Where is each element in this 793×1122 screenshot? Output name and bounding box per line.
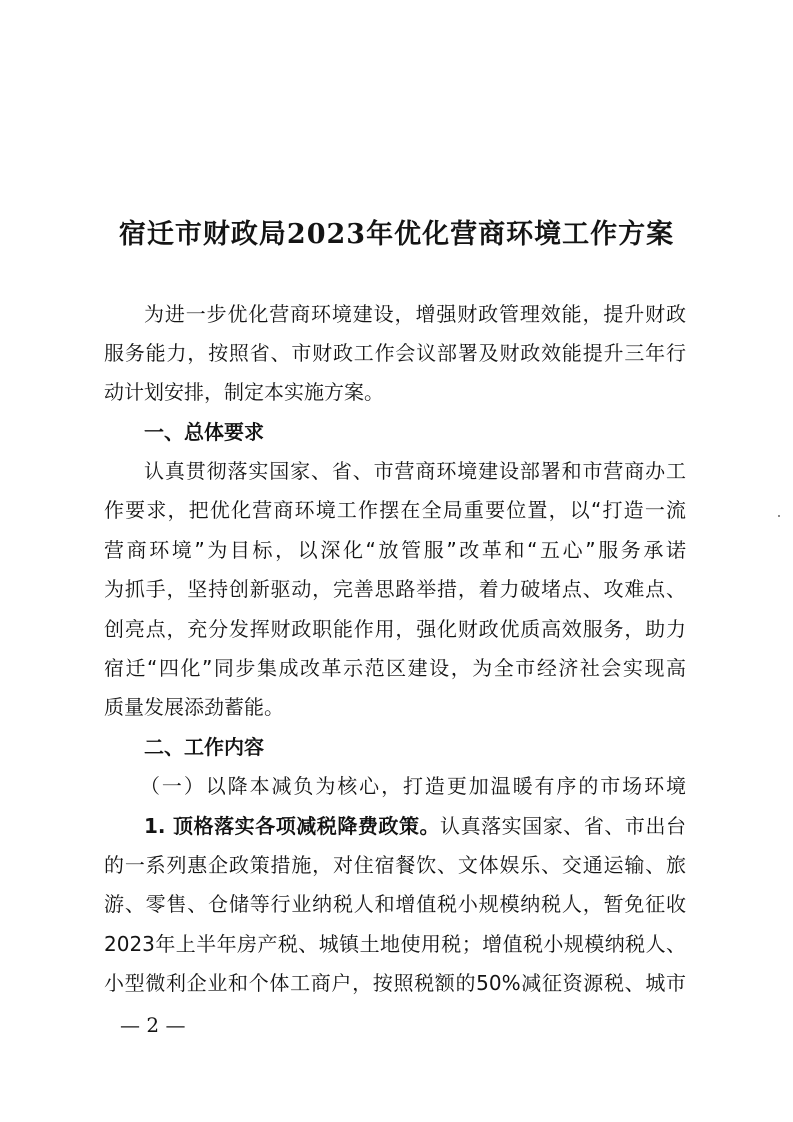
section-heading-general-requirements: 一、总体要求 [144, 420, 264, 444]
paragraph-line: 为抓手，坚持创新驱动，完善思路举措，着力破堵点、攻难点、 [104, 577, 686, 601]
item-title: 1. 顶格落实各项减税降费政策。 [144, 814, 441, 838]
item-text: 认真落实国家、省、市出台 [440, 814, 686, 838]
section-heading-work-content: 二、工作内容 [144, 735, 264, 759]
intro-line: 为进一步优化营商环境建设，增强财政管理效能，提升财政 [144, 302, 686, 326]
paragraph-line: 游、零售、仓储等行业纳税人和增值税小规模纳税人，暂免征收 [104, 892, 686, 916]
paragraph-line: 宿迁“四化”同步集成改革示范区建设，为全市经济社会实现高 [104, 656, 686, 680]
paragraph-line: 2023年上半年房产税、城镇土地使用税；增值税小规模纳税人、 [104, 932, 686, 956]
intro-line: 动计划安排，制定本实施方案。 [104, 380, 384, 404]
document-title: 宿迁市财政局2023年优化营商环境工作方案 [118, 219, 675, 250]
page-number: — 2 — [120, 1013, 186, 1037]
paragraph-line: 创亮点，充分发挥财政职能作用，强化财政优质高效服务，助力 [104, 617, 686, 641]
item-first-line [144, 808, 686, 844]
scan-speck [778, 515, 780, 517]
intro-line: 服务能力，按照省、市财政工作会议部署及财政效能提升三年行 [104, 341, 686, 365]
paragraph-line: 认真贯彻落实国家、省、市营商环境建设部署和市营商办工 [144, 459, 686, 483]
paragraph-line: 营商环境”为目标，以深化“放管服”改革和“五心”服务承诺 [104, 538, 686, 562]
paragraph-line: 小型微利企业和个体工商户，按照税额的50%减征资源税、城市 [104, 971, 686, 995]
paragraph-line: 质量发展添劲蓄能。 [104, 695, 284, 719]
subsection-heading: （一）以降本减负为核心，打造更加温暖有序的市场环境 [140, 774, 686, 798]
paragraph-line: 作要求，把优化营商环境工作摆在全局重要位置，以“打造一流 [104, 498, 686, 522]
paragraph-line: 的一系列惠企政策措施，对住宿餐饮、文体娱乐、交通运输、旅 [104, 853, 686, 877]
